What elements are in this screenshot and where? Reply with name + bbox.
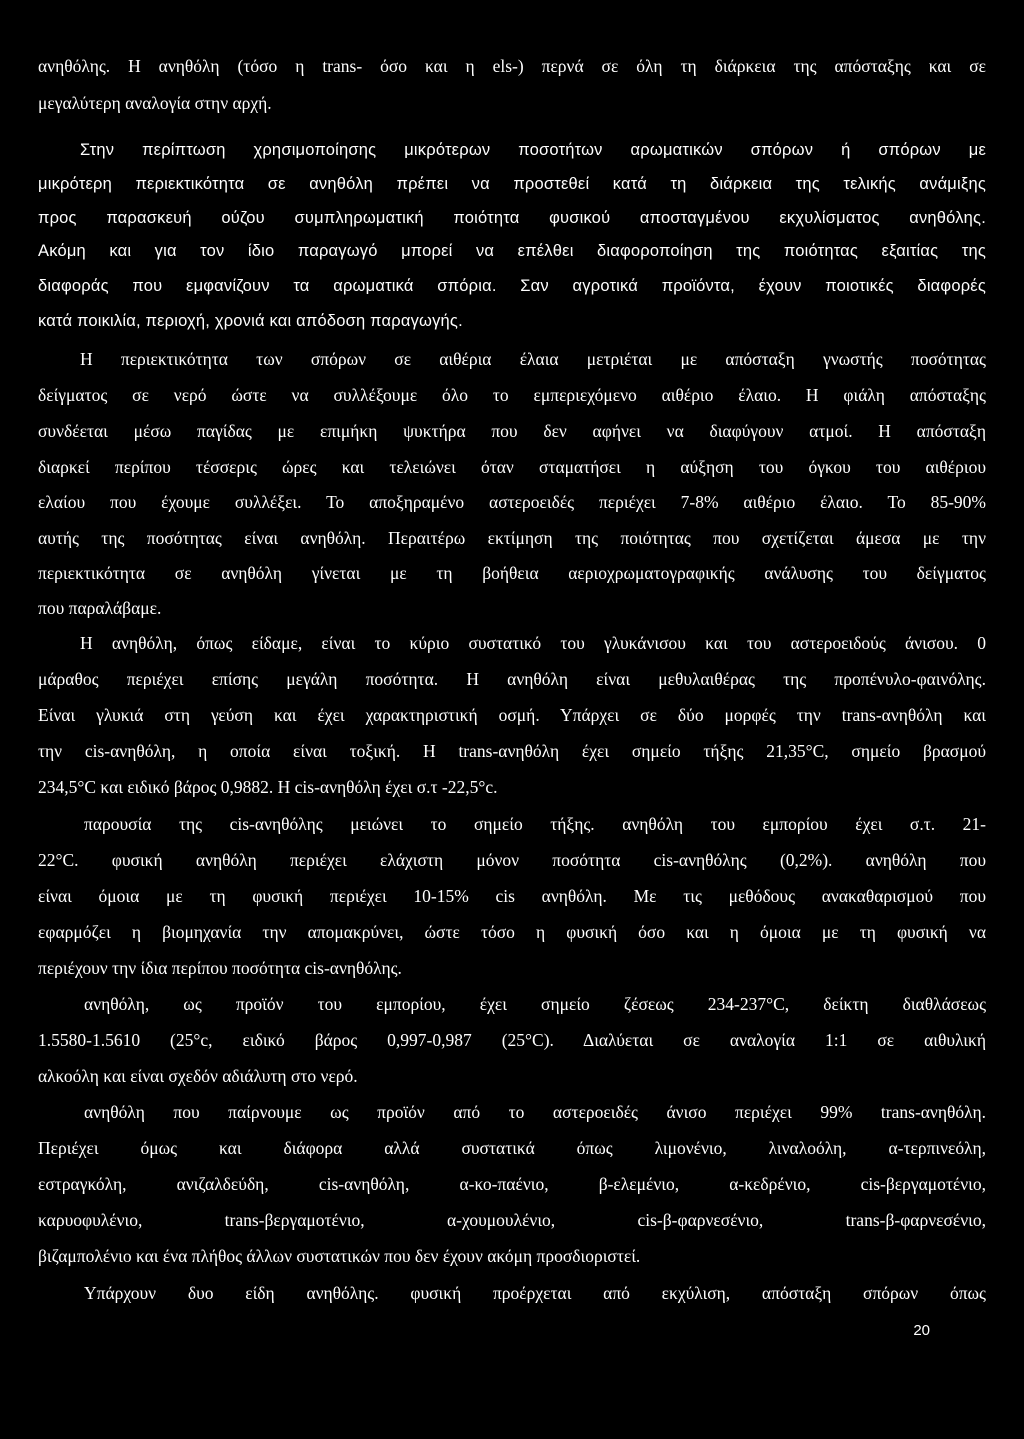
text-line: συνδέεται μέσω παγίδας με επιμήκη ψυκτήρα που δεν αφήνει να διαφύγουν ατμοί. Η απόσταξη — [38, 421, 986, 441]
text-line: βιζαμπολένιο και ένα πλήθος άλλων συστατικών που δεν έχουν ακόμη προσδιοριστεί. — [38, 1246, 641, 1266]
text-line: που παραλάβαμε. — [38, 598, 162, 618]
text-line: Η περιεκτικότητα των σπόρων σε αιθέρια έλαια μετριέται με απόσταξη γνωστής ποσότητας — [80, 349, 986, 369]
text-line: περιεκτικότητα σε ανηθόλη γίνεται με τη βοήθεια αεριοχρωματογραφικής ανάλυσης του δείγματος — [38, 563, 986, 583]
text-line: δείγματος σε νερό ώστε να συλλέξουμε όλο το εμπεριεχόμενο αιθέριο έλαιο. Η φιάλη απόσταξης — [38, 385, 986, 405]
text-line: μεγαλύτερη αναλογία στην αρχή. — [38, 93, 272, 113]
text-line: Περιέχει όμως και διάφορα αλλά συστατικά όπως λιμονένιο, λιναλοόλη, α-τερπινεόλη, — [38, 1138, 986, 1158]
text-line: ελαίου που έχουμε συλλέξει. Το αποξηραμένο αστεροειδές περιέχει 7-8% αιθέριο έλαιο. Το 85-90% — [38, 492, 986, 512]
text-line: παρουσία της cis-ανηθόλης μειώνει το σημείο τήξης. ανηθόλη του εμπορίου έχει σ.τ. 21- — [84, 814, 986, 834]
text-line: ανηθόλης. Η ανηθόλη (τόσο η trans- όσο και η els-) περνά σε όλη τη διάρκεια της απόσταξης και σε — [38, 56, 986, 76]
text-line: 22°C. φυσική ανηθόλη περιέχει ελάχιστη μόνον ποσότητα cis-ανηθόλης (0,2%). ανηθόλη που — [38, 850, 986, 870]
page-number: 20 — [913, 1322, 930, 1339]
text-line: αυτής της ποσότητας είναι ανηθόλη. Περαιτέρω εκτίμηση της ποιότητας που σχετίζεται άμεσα με την — [38, 528, 986, 548]
text-line: καρυοφυλένιο, trans-βεργαμοτένιο, α-χουμουλένιο, cis-β-φαρνεσένιο, trans-β-φαρνεσένιο, — [38, 1210, 986, 1230]
text-line: διαρκεί περίπου τέσσερις ώρες και τελειώνει όταν σταματήσει η αύξηση του όγκου του αιθέριου — [38, 457, 986, 477]
text-line: εστραγκόλη, ανιζαλδεύδη, cis-ανηθόλη, α-κο-παένιο, β-ελεμένιο, α-κεδρένιο, cis-βεργαμοτένιο, — [38, 1174, 986, 1194]
text-line: την cis-ανηθόλη, η οποία είναι τοξική. Η trans-ανηθόλη έχει σημείο τήξης 21,35°C, σημείο βρασμού — [38, 741, 986, 761]
text-line: προς παρασκευή ούζου συμπληρωματική ποιότητα φυσικού αποσταγμένου εκχυλίσματος ανηθόλης. — [38, 209, 986, 227]
text-line: είναι όμοια με τη φυσική περιέχει 10-15% cis ανηθόλη. Με τις μεθόδους ανακαθαρισμού που — [38, 886, 986, 906]
text-line: Είναι γλυκιά στη γεύση και έχει χαρακτηριστική οσμή. Υπάρχει σε δύο μορφές την trans-ανηθόλη και — [38, 705, 986, 725]
text-line: αλκοόλη και είναι σχεδόν αδιάλυτη στο νερό. — [38, 1066, 358, 1086]
text-line: Υπάρχουν δυο είδη ανηθόλης. φυσική προέρχεται από εκχύλιση, απόσταξη σπόρων όπως — [84, 1283, 986, 1303]
text-line: Ακόμη και για τον ίδιο παραγωγό μπορεί να επέλθει διαφοροποίηση της ποιότητας εξαιτίας της — [38, 242, 986, 260]
text-line: 1.5580-1.5610 (25°c, ειδικό βάρος 0,997-0,987 (25°C). Διαλύεται σε αναλογία 1:1 σε αιθυλική — [38, 1030, 986, 1050]
text-line: μάραθος περιέχει επίσης μεγάλη ποσότητα. Η ανηθόλη είναι μεθυλαιθέρας της προπένυλο-φαινόλης. — [38, 669, 986, 689]
text-line: 234,5°C και ειδικό βάρος 0,9882. Η cis-ανηθόλη έχει σ.τ -22,5°c. — [38, 777, 498, 797]
text-line: ανηθόλη, ως προϊόν του εμπορίου, έχει σημείο ζέσεως 234-237°C, δείκτη διαθλάσεως — [84, 994, 986, 1014]
text-line: διαφοράς που εμφανίζουν τα αρωματικά σπόρια. Σαν αγροτικά προϊόντα, έχουν ποιοτικές διαφορές — [38, 277, 986, 295]
text-line: ανηθόλη που παίρνουμε ως προϊόν από το αστεροειδές άνισο περιέχει 99% trans-ανηθόλη. — [84, 1102, 986, 1122]
text-line: Στην περίπτωση χρησιμοποίησης μικρότερων ποσοτήτων αρωματικών σπόρων ή σπόρων με — [80, 141, 986, 159]
text-line: περιέχουν την ίδια περίπου ποσότητα cis-ανηθόλης. — [38, 958, 402, 978]
text-line: Η ανηθόλη, όπως είδαμε, είναι το κύριο συστατικό του γλυκάνισου και του αστεροειδούς άνισου. 0 — [80, 633, 986, 653]
text-line: μικρότερη περιεκτικότητα σε ανηθόλη πρέπει να προστεθεί κατά τη διάρκεια της τελικής ανάμιξης — [38, 175, 986, 193]
text-line: εφαρμόζει η βιομηχανία την απομακρύνει, ώστε τόσο η φυσική όσο και η όμοια με τη φυσική να — [38, 922, 986, 942]
text-line: κατά ποικιλία, περιοχή, χρονιά και απόδοση παραγωγής. — [38, 312, 463, 330]
